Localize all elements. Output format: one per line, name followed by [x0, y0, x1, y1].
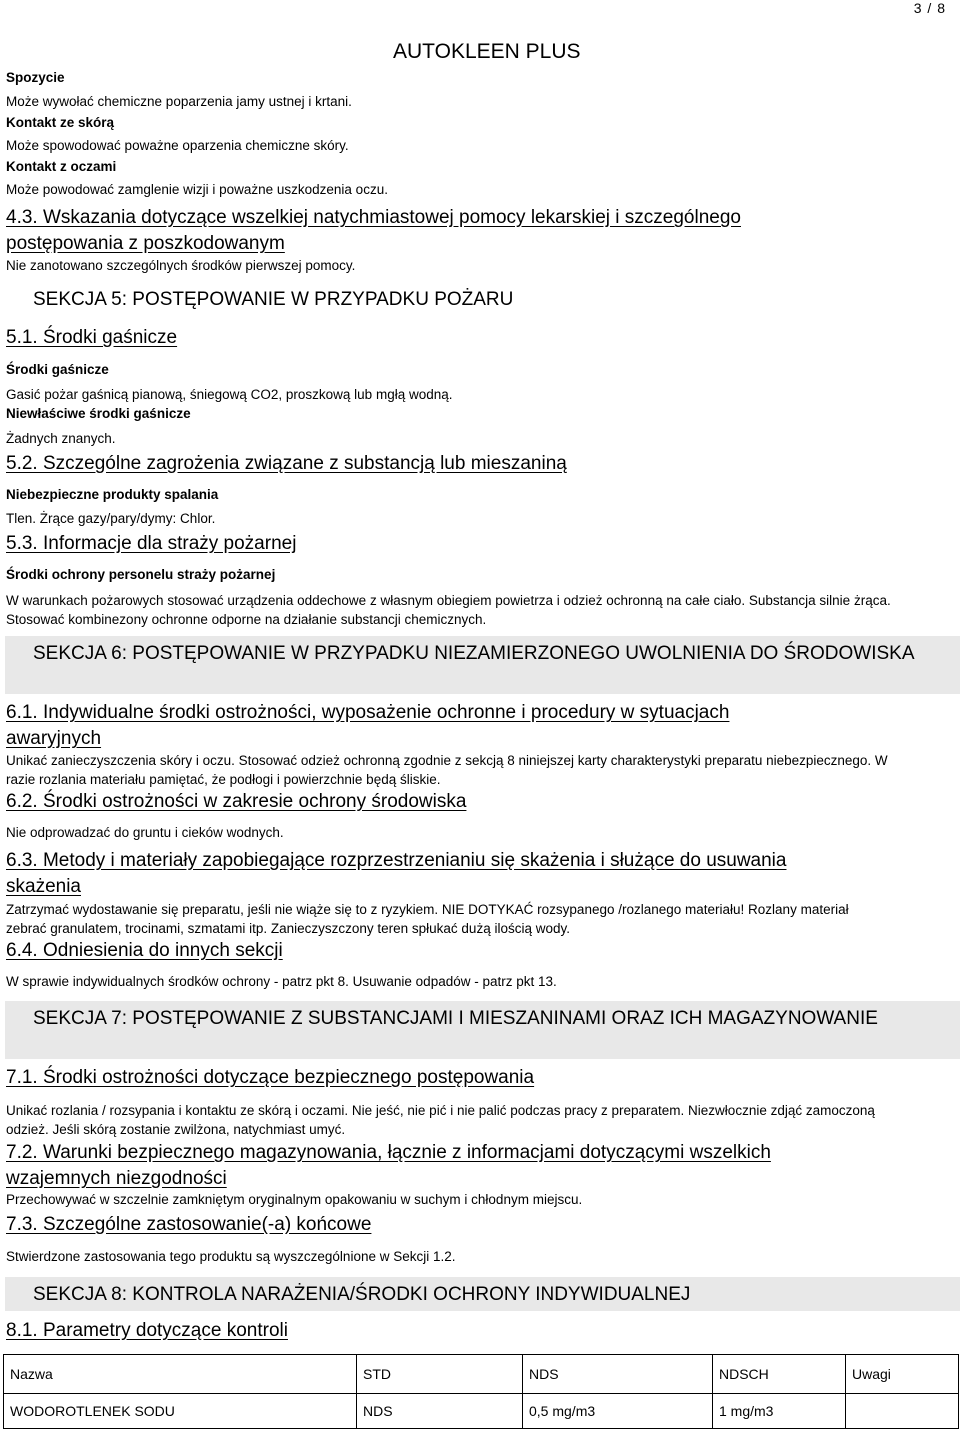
firefighter-protection-heading: Środki ochrony personelu straży pożarnej	[6, 567, 276, 582]
cell-std: NDS	[357, 1394, 523, 1429]
subsection-6-1-heading: 6.1. Indywidualne środki ostrożności, wyposażenie ochronne i procedury w sytuacjach awaryjnych	[6, 702, 730, 749]
page-indicator	[914, 0, 946, 16]
subsection-6-2-heading: 6.2. Środki ostrożności w zakresie ochrony środowiska	[6, 791, 467, 812]
unsuitable-media-heading: Niewłaściwe środki gaśnicze	[6, 406, 191, 421]
subsection-7-1-text: Unikać rozlania / rozsypania i kontaktu ze skórą i oczami. Nie jeść, nie pić i nie palić podczas pracy z preparatem. Niezwłocznie zdjąć zamoczoną odzież. Jeśli skórą zostanie zwilżona, natychmiast umyć.	[6, 1103, 875, 1137]
page-number: 3	[913, 0, 923, 16]
section-7-title: SEKCJA 7: POSTĘPOWANIE Z SUBSTANCJAMI I MIESZANINAMI ORAZ ICH MAGAZYNOWANIE	[5, 1001, 960, 1059]
document-title: AUTOKLEEN PLUS	[393, 40, 581, 63]
section-5-title: SEKCJA 5: POSTĘPOWANIE W PRZYPADKU POŻARU	[33, 289, 514, 310]
extinguishing-media-text: Gasić pożar gaśnicą pianową, śniegową CO2, proszkową lub mgłą wodną.	[6, 387, 453, 402]
section-6-title: SEKCJA 6: POSTĘPOWANIE W PRZYPADKU NIEZAMIERZONEGO UWOLNIENIA DO ŚRODOWISKA	[5, 636, 960, 694]
unsuitable-media-text: Żadnych znanych.	[6, 431, 116, 446]
table-row	[4, 1394, 959, 1429]
page-total: 8	[937, 0, 946, 16]
subsection-4-3-text: Nie zanotowano szczególnych środków pierwszej pomocy.	[6, 258, 356, 273]
skin-contact-text: Może spowodować poważne oparzenia chemiczne skóry.	[6, 138, 349, 153]
spozycie-text: Może wywołać chemiczne poparzenia jamy ustnej i krtani.	[6, 94, 352, 109]
subsection-6-2-text: Nie odprowadzać do gruntu i cieków wodnych.	[6, 825, 284, 840]
subsection-5-3-heading: 5.3. Informacje dla straży pożarnej	[6, 533, 297, 554]
combustion-products-heading: Niebezpieczne produkty spalania	[6, 487, 219, 502]
eye-contact-heading: Kontakt z oczami	[6, 159, 117, 174]
page-separator: /	[927, 0, 933, 16]
subsection-7-2-text: Przechowywać w szczelnie zamkniętym oryginalnym opakowaniu w suchym i chłodnym miejscu.	[6, 1192, 583, 1207]
eye-contact-text: Może powodować zamglenie wizji i poważne uszkodzenia oczu.	[6, 182, 388, 197]
spozycie-heading: Spozycie	[6, 70, 65, 85]
subsection-6-3-text: Zatrzymać wydostawanie się preparatu, jeśli nie wiąże się to z ryzykiem. NIE DOTYKAĆ rozsypanego /rozlanego materiału! Rozlany materiał zebrać granulatem, trocinami, szmatami itp. Zanieczyszczony teren spłukać dużą ilością wody.	[6, 902, 849, 936]
subsection-6-1-text: Unikać zanieczyszczenia skóry i oczu. Stosować odzież ochronną zgodnie z sekcją 8 niniejszej karty charakterystyki preparatu niebezpiecznego. W razie rozlania materiału pamiętać, że podłogi i powierzchnie będą śliskie.	[6, 753, 888, 787]
extinguishing-media-heading: Środki gaśnicze	[6, 362, 109, 377]
subsection-7-1-heading: 7.1. Środki ostrożności dotyczące bezpiecznego postępowania	[6, 1067, 535, 1088]
subsection-6-3-heading: 6.3. Metody i materiały zapobiegające rozprzestrzenianiu się skażenia i służące do usuwania skażenia	[6, 850, 787, 897]
header-nazwa: Nazwa	[4, 1355, 357, 1394]
subsection-5-2-heading: 5.2. Szczególne zagrożenia związane z substancją lub mieszaniną	[6, 453, 567, 474]
subsection-6-4-heading: 6.4. Odniesienia do innych sekcji	[6, 940, 283, 961]
header-nds: NDS	[523, 1355, 713, 1394]
subsection-6-4-text: W sprawie indywidualnych środków ochrony - patrz pkt 8. Usuwanie odpadów - patrz pkt 13.	[6, 974, 557, 989]
cell-ndsch: 1 mg/m3	[713, 1394, 846, 1429]
subsection-4-3-heading: 4.3. Wskazania dotyczące wszelkiej natychmiastowej pomocy lekarskiej i szczególnego postępowania z poszkodowanym	[6, 207, 741, 254]
skin-contact-heading: Kontakt ze skórą	[6, 115, 115, 130]
subsection-8-1-heading: 8.1. Parametry dotyczące kontroli	[6, 1320, 288, 1341]
table-header-row	[4, 1355, 959, 1394]
firefighter-protection-text: W warunkach pożarowych stosować urządzenia oddechowe z własnym obiegiem powietrza i odzież ochronną na całe ciało. Substancja silnie żrąca. Stosować kombinezony ochronne odporne na działanie substancji chemicznych.	[6, 593, 891, 627]
section-8-title: SEKCJA 8: KONTROLA NARAŻENIA/ŚRODKI OCHRONY INDYWIDUALNEJ	[5, 1277, 960, 1311]
cell-uwagi	[846, 1394, 959, 1429]
subsection-7-3-text: Stwierdzone zastosowania tego produktu są wyszczególnione w Sekcji 1.2.	[6, 1249, 456, 1264]
cell-nds: 0,5 mg/m3	[523, 1394, 713, 1429]
cell-nazwa: WODOROTLENEK SODU	[4, 1394, 357, 1429]
header-ndsch: NDSCH	[713, 1355, 846, 1394]
subsection-5-1-heading: 5.1. Środki gaśnicze	[6, 327, 178, 348]
header-uwagi: Uwagi	[846, 1355, 959, 1394]
exposure-limits-table	[3, 1354, 959, 1429]
combustion-products-text: Tlen. Żrące gazy/pary/dymy: Chlor.	[6, 511, 216, 526]
subsection-7-3-heading: 7.3. Szczególne zastosowanie(-a) końcowe	[6, 1214, 372, 1235]
header-std: STD	[357, 1355, 523, 1394]
subsection-7-2-heading: 7.2. Warunki bezpiecznego magazynowania, łącznie z informacjami dotyczącymi wszelkich wzajemnych niezgodności	[6, 1142, 771, 1189]
